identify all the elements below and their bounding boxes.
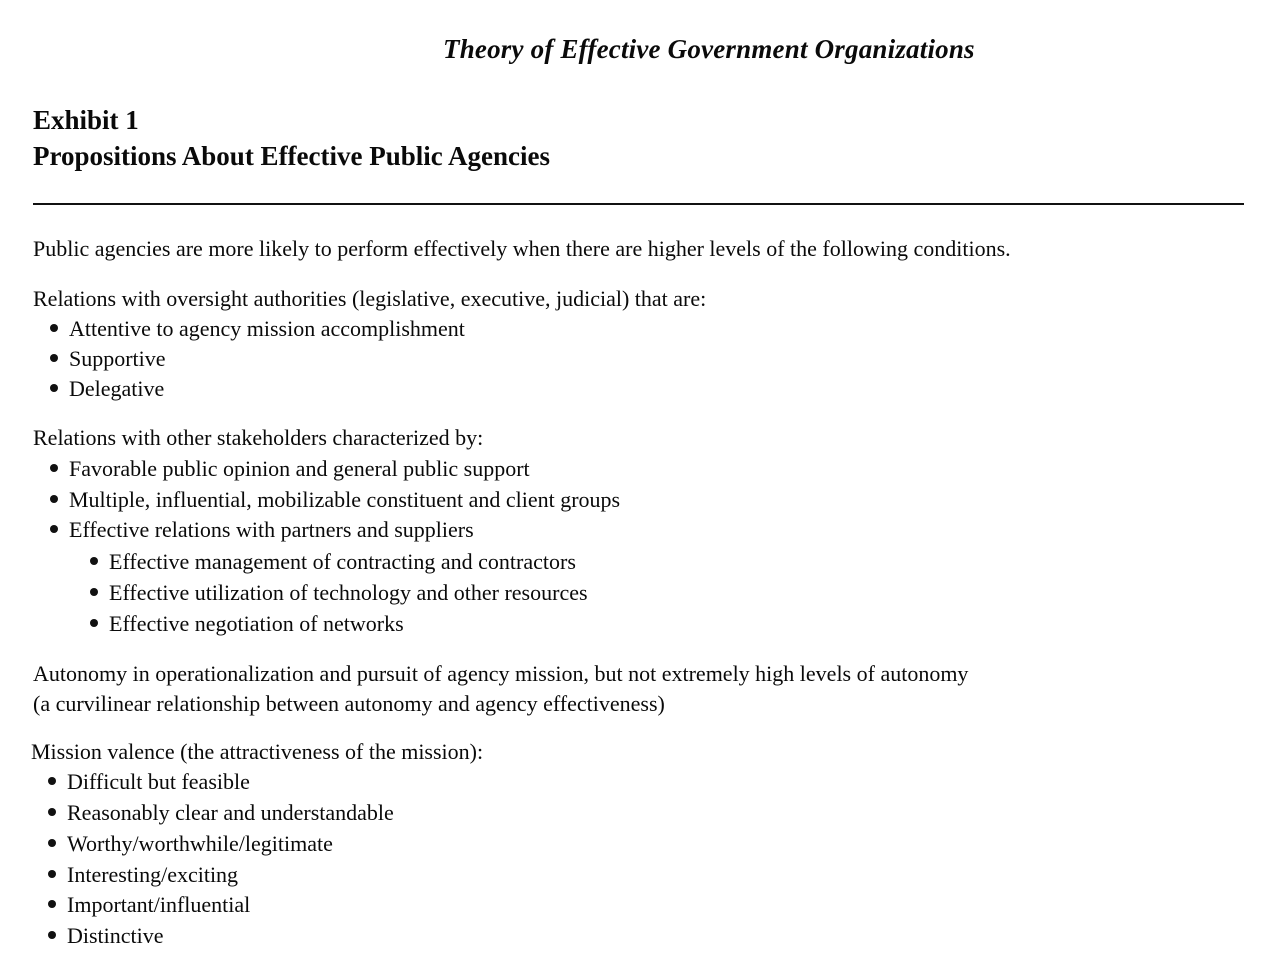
list-item: Favorable public opinion and general public support [50,458,530,480]
bullet-icon [50,324,58,332]
running-head: Theory of Effective Government Organizations [443,34,975,64]
list-item: Delegative [50,378,164,400]
section-heading-oversight: Relations with oversight authorities (legislative, executive, judicial) that are: [33,286,707,311]
bullet-icon [90,557,98,565]
sub-list-item: Effective management of contracting and contractors [90,551,576,573]
bullet-icon [50,464,58,472]
list-item: Supportive [50,348,166,370]
list-item: Effective relations with partners and suppliers [50,519,474,541]
intro-paragraph: Public agencies are more likely to perform effectively when there are higher levels of the following conditions. [33,236,1011,261]
sub-list-item: Effective negotiation of networks [90,613,404,635]
bullet-icon [50,354,58,362]
section-heading-autonomy: Autonomy in operationalization and pursuit of agency mission, but not extremely high levels of autonomy [33,661,969,686]
list-item: Multiple, influential, mobilizable constituent and client groups [50,489,620,511]
bullet-icon [50,495,58,503]
section-heading-autonomy-continued: (a curvilinear relationship between autonomy and agency effectiveness) [33,691,665,716]
bullet-icon [50,525,58,533]
exhibit-title: Propositions About Effective Public Agencies [33,141,550,171]
list-item: Difficult but feasible [48,771,250,793]
list-item: Important/influential [48,894,250,916]
list-item: Interesting/exciting [48,864,238,886]
section-heading-stakeholders: Relations with other stakeholders characterized by: [33,425,484,450]
bullet-icon [90,619,98,627]
bullet-icon [48,900,56,908]
list-item: Reasonably clear and understandable [48,802,394,824]
sub-list-item: Effective utilization of technology and other resources [90,582,588,604]
horizontal-rule [33,203,1244,205]
bullet-icon [48,777,56,785]
bullet-icon [48,808,56,816]
list-item: Attentive to agency mission accomplishment [50,318,465,340]
bullet-icon [48,870,56,878]
list-item: Worthy/worthwhile/legitimate [48,833,333,855]
bullet-icon [48,931,56,939]
section-heading-mission-valence: Mission valence (the attractiveness of the mission): [31,739,484,764]
bullet-icon [90,588,98,596]
bullet-icon [50,384,58,392]
bullet-icon [48,839,56,847]
list-item: Distinctive [48,925,164,947]
exhibit-label: Exhibit 1 [33,105,139,135]
